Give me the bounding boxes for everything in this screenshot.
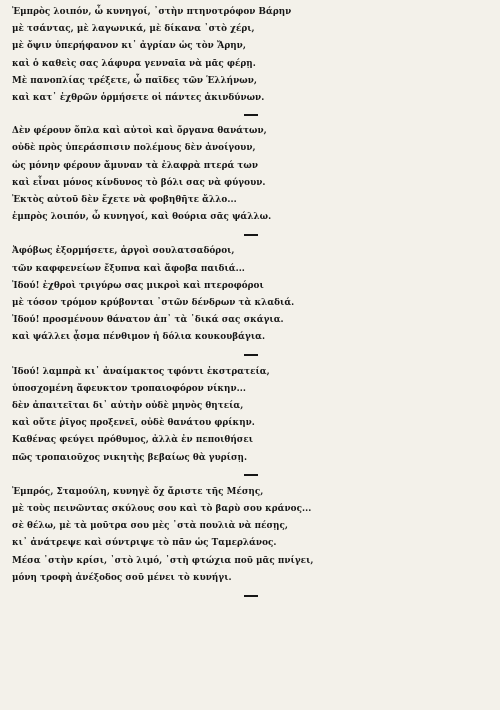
stanza-1 (12, 4, 490, 107)
poem-line: Μέσα ᾽στὴν κρίσι, ᾽στὸ λιμό, ᾽στὴ φτώχια ποῦ μᾶς πνίγει, (12, 555, 314, 566)
poem-line: Ἰδού! ἐχθροὶ τριγύρω σας μικροὶ καὶ πτεροφόροι (12, 280, 264, 291)
poem-line: μὲ ὄψιν ὑπερήφανον κι᾽ ἀγρίαν ὡς τὸν Ἄρην, (12, 41, 246, 52)
poem-line: σὲ θέλω, μὲ τὰ μοῦτρα σου μὲς ᾽στὰ πουλιὰ νὰ πέσῃς, (12, 521, 288, 532)
poem-line: οὐδὲ πρὸς ὑπεράσπισιν πολέμους δὲν ἀνοίγουν, (12, 143, 256, 154)
poem-line: κι᾽ ἀνάτρεψε καὶ σύντριψε τὸ πᾶν ὡς Ταμερλάνος. (12, 538, 277, 549)
stanza-separator (12, 226, 490, 243)
poem-line: καὶ κατ᾽ ἐχθρῶν ὁρμήσετε οἱ πάντες ἀκινδύνων. (12, 93, 265, 104)
separator-dash (244, 595, 258, 597)
stanza-2 (12, 123, 490, 226)
poem-line: ὑποσχομένη ἄφευκτον τροπαιοφόρον νίκην... (12, 383, 246, 394)
poem-line: δὲν ἀπαιτεῖται δι᾽ αὐτὴν οὐδὲ μηνὸς θητεία, (12, 401, 244, 412)
poem-line: πῶς τροπαιοῦχος νικητὴς βεβαίως θὰ γυρίσῃ. (12, 452, 248, 463)
stanza-5 (12, 484, 490, 587)
poem-line: μόνη τροφὴ ἀνέξοδος σοῦ μένει τὸ κυνήγι. (12, 572, 232, 583)
poem-line: Ἐμπρός, Σταμούλη, κυνηγὲ ὄχ ἄριστε τῆς Μέσης, (12, 486, 264, 497)
poem-line: Δὲν φέρουν ὅπλα καὶ αὐτοὶ καὶ ὄργανα θανάτων, (12, 126, 267, 137)
poem-line: ἐμπρὸς λοιπόν, ὦ κυνηγοί, καὶ θούρια σᾶς ψάλλω. (12, 212, 272, 223)
poem-line: καὶ εἶναι μόνος κίνδυνος τὸ βόλι σας νὰ φύγουν. (12, 177, 266, 188)
poem-line: Ἐμπρὸς λοιπόν, ὦ κυνηγοί, ᾽στὴν πτηνοτρόφον Βάρην (12, 7, 292, 17)
separator-dash (244, 114, 258, 116)
poem-line: Ἰδού! λαμπρὰ κι᾽ ἀναίμακτος τφόντι ἐκστρατεία, (12, 366, 270, 377)
poem-line: μὲ τόσον τρόμον κρύβονται ᾽στῶν δένδρων τὰ κλαδιά. (12, 298, 295, 309)
poem-line: καὶ ψάλλει ᾆσμα πένθιμον ἡ δόλια κουκουβάγια. (12, 332, 266, 343)
poem-line: ὡς μόνην φέρουν ἄμυναν τὰ ἐλαφρὰ πτερά των (12, 160, 258, 171)
poem-line: Καθένας φεύγει πρόθυμος, ἀλλὰ ἐν πεποιθήσει (12, 435, 254, 446)
poem-line: Ἐκτὸς αὐτοῦ δὲν ἔχετε νὰ φοβηθῆτε ἄλλο... (12, 195, 237, 206)
poem-line: μὲ τοὺς πεινῶντας σκύλους σου καὶ τὸ βαρὺ σου κράνος... (12, 504, 312, 515)
stanza-4 (12, 364, 490, 467)
poem-line: Μὲ πανοπλίας τρέξετε, ὦ παῖδες τῶν Ἑλλήνων, (12, 75, 257, 86)
poem-line: μὲ τσάντας, μὲ λαγωνικά, μὲ δίκανα ᾽στὸ χέρι, (12, 24, 255, 35)
stanza-3 (12, 243, 490, 346)
poem-line: τῶν καφφενείων ἔξυπνα καὶ ἄφοβα παιδιά... (12, 263, 245, 274)
stanza-separator (12, 587, 490, 604)
stanza-separator (12, 107, 490, 123)
poem-line: Ἀφόβως ἐξορμήσετε, ἀργοὶ σουλατσαδόροι, (12, 246, 235, 257)
poem-line: καὶ οὔτε ῥῖγος προξενεῖ, οὐδὲ θανάτου φρίκην. (12, 418, 255, 429)
separator-dash (244, 234, 258, 236)
separator-dash (244, 354, 258, 356)
poem-line: καὶ ὁ καθεὶς σας λάφυρα γενναῖα νὰ μᾶς φέρῃ. (12, 58, 256, 69)
separator-dash (244, 474, 258, 476)
poem-line: Ἰδού! προσμένουν θάνατον ἀπ᾽ τὰ ᾽δικά σας σκάγια. (12, 315, 284, 326)
stanza-separator (12, 467, 490, 484)
stanza-separator (12, 347, 490, 364)
